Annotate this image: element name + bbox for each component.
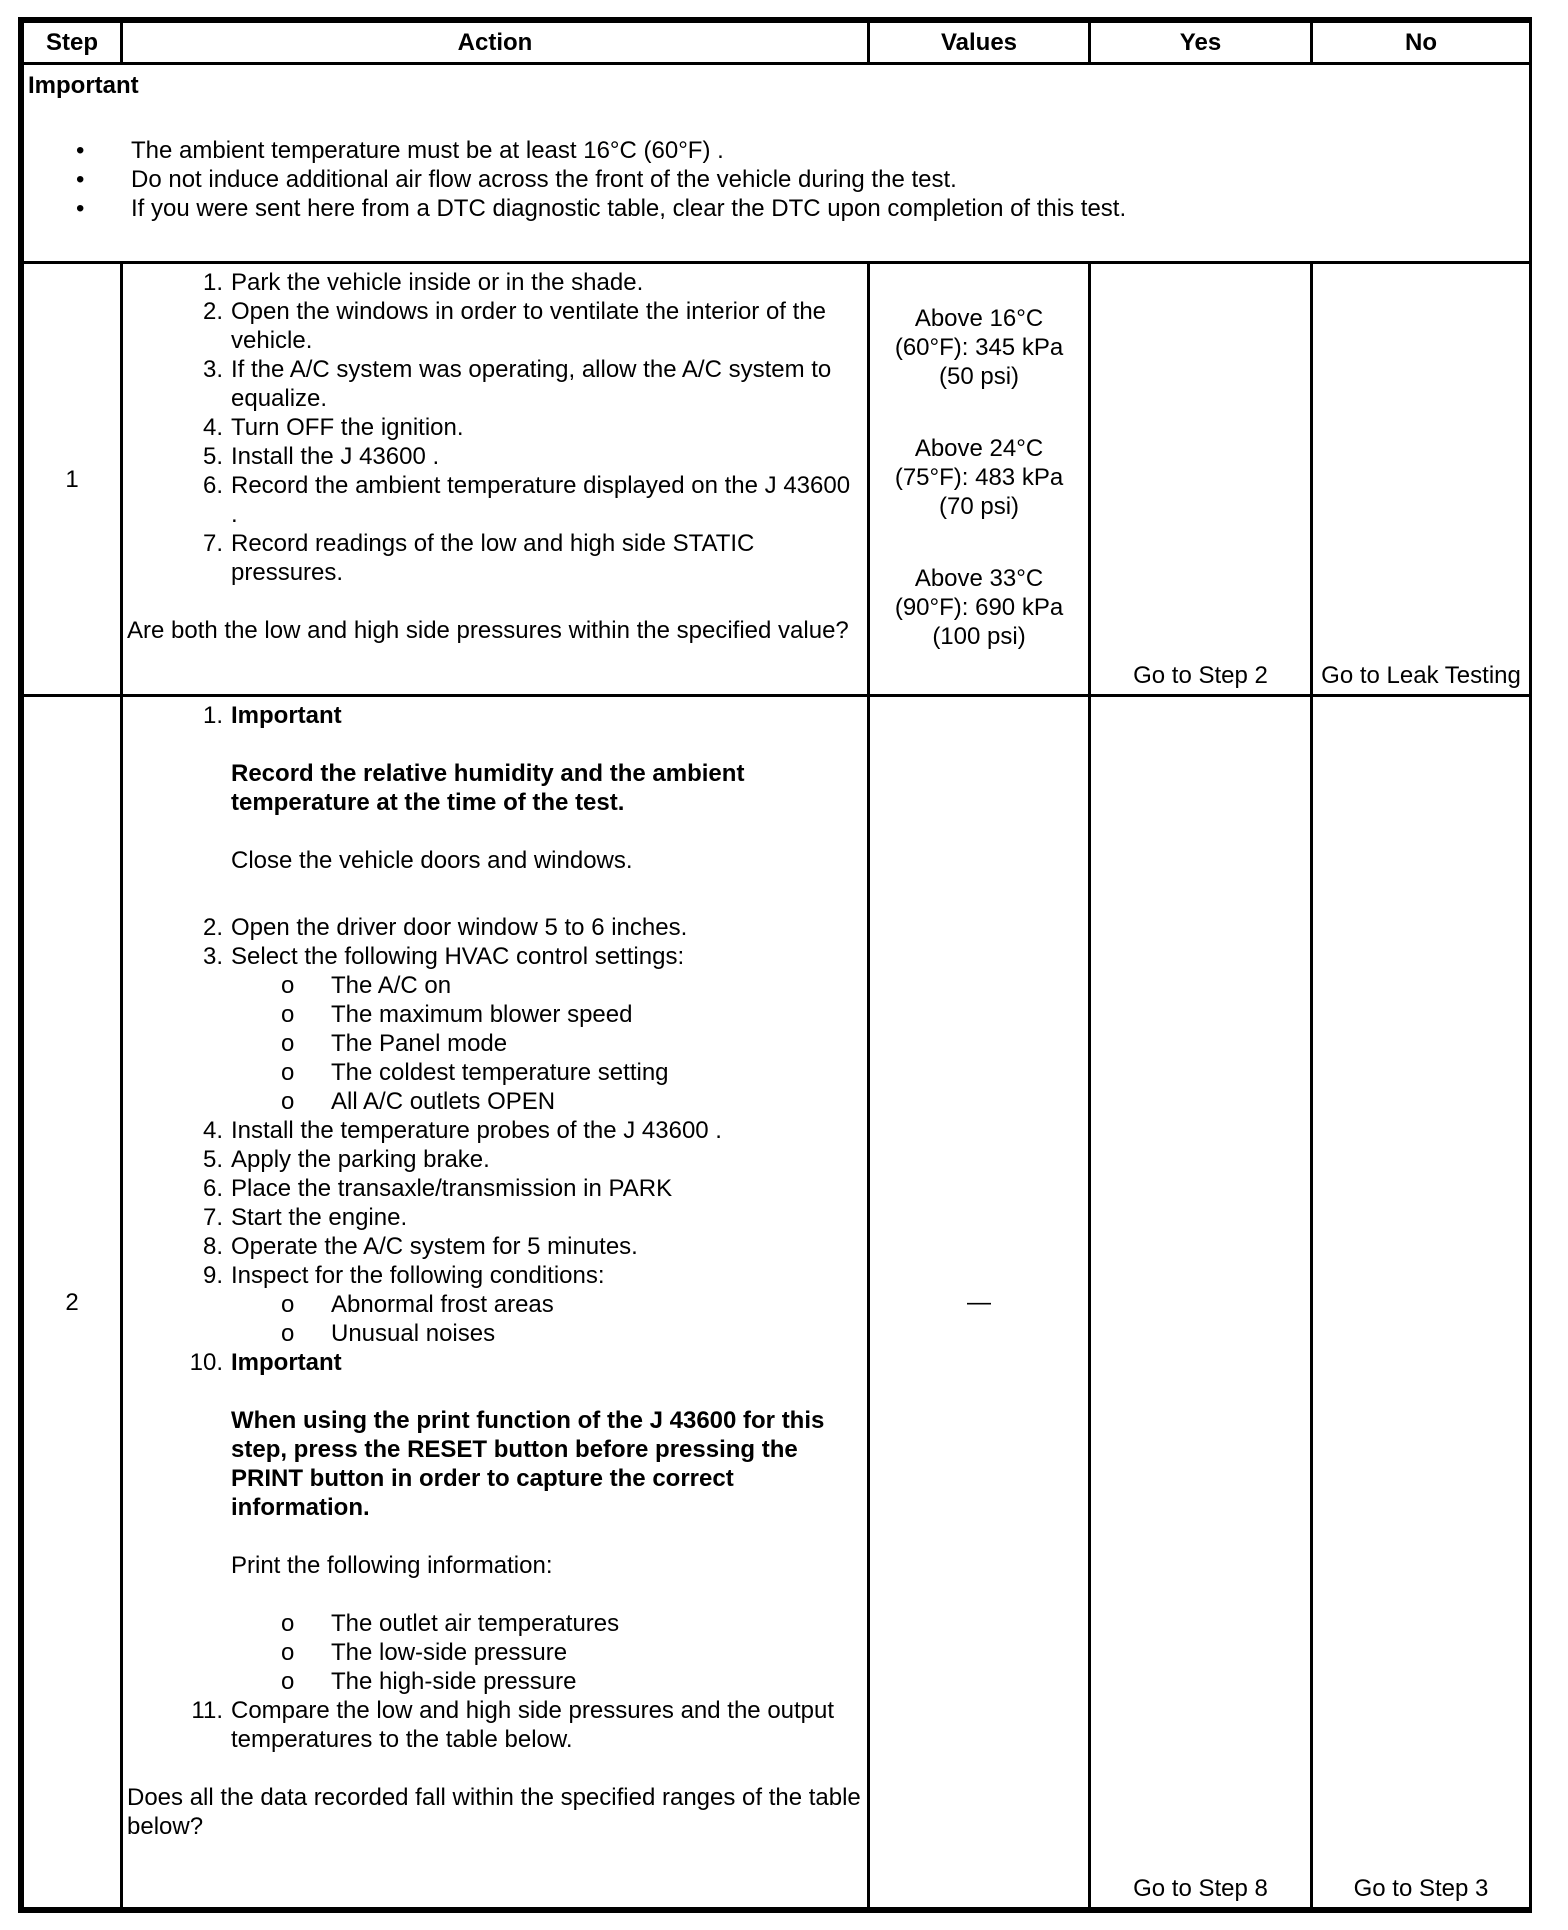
header-action: Action (122, 22, 869, 64)
item-text: Open the driver door window 5 to 6 inches. (231, 914, 688, 941)
bullet-text: If you were sent here from a DTC diagnostic table, clear the DTC upon completion of this test. (131, 195, 1127, 222)
step-1-row (23, 263, 1531, 696)
item-text: Start the engine. (231, 1204, 408, 1231)
value-item: Above 24°C (75°F): 483 kPa (70 psi) (894, 435, 1064, 520)
circle-bullet-icon: o (281, 1059, 295, 1086)
circle-bullet-icon: o (281, 1291, 295, 1318)
sub-item-text: Abnormal frost areas (331, 1291, 554, 1318)
step-2-yes: Go to Step 8 (1090, 696, 1312, 1909)
item-text: Select the following HVAC control settings: (231, 943, 685, 970)
important-row (23, 64, 1531, 263)
important-label: Important (231, 1349, 342, 1376)
sub-item-text: The high-side pressure (331, 1668, 577, 1695)
circle-bullet-icon: o (281, 972, 295, 999)
list-item (127, 1348, 861, 1696)
sub-item (231, 1000, 861, 1029)
list-item (127, 1261, 861, 1348)
step-2-no: Go to Step 3 (1312, 696, 1531, 1909)
list-item (127, 1116, 861, 1145)
step-1-yes: Go to Step 2 (1090, 263, 1312, 696)
list-item (127, 1145, 861, 1174)
list-item (127, 413, 861, 442)
step-1-number: 1 (23, 263, 122, 696)
step-2-number: 2 (23, 696, 122, 1909)
item-text: Operate the A/C system for 5 minutes. (231, 1233, 638, 1260)
hvac-settings-list (231, 971, 861, 1116)
list-item (127, 355, 861, 413)
list-item (127, 442, 861, 471)
bullet-icon: • (76, 195, 85, 222)
sub-item (127, 1667, 861, 1696)
bullet-icon: • (76, 166, 85, 193)
list-item (127, 529, 861, 587)
item-text: Open the windows in order to ventilate the interior of the vehicle. (231, 298, 827, 354)
item-text: Install the temperature probes of the J 43600 . (231, 1117, 722, 1144)
list-item (127, 297, 861, 355)
item-text: Print the following information: (231, 1552, 553, 1579)
item-number: 6. (202, 472, 223, 499)
item-number: 7. (202, 1204, 223, 1231)
value-item: Above 16°C (60°F): 345 kPa (50 psi) (894, 305, 1064, 390)
list-item (127, 913, 861, 942)
item-number: 10. (189, 1349, 223, 1376)
important-bullet (28, 194, 1525, 223)
item-text: Inspect for the following conditions: (231, 1262, 605, 1289)
item-text: Record readings of the low and high side STATIC pressures. (231, 530, 755, 586)
item-number: 5. (202, 1146, 223, 1173)
circle-bullet-icon: o (281, 1610, 295, 1637)
item-number: 4. (202, 1117, 223, 1144)
item-text: Install the J 43600 . (231, 443, 440, 470)
item-text: Turn OFF the ignition. (231, 414, 464, 441)
important-bullets (28, 136, 1525, 223)
step-2-value: — (869, 696, 1090, 1909)
item-number: 1. (202, 269, 223, 296)
step-2-row (23, 696, 1531, 1909)
step-2-question: Does all the data recorded fall within the specified ranges of the table below? (127, 1784, 861, 1840)
sub-item-text: The Panel mode (331, 1030, 508, 1057)
list-item (127, 1232, 861, 1261)
item-number: 9. (202, 1262, 223, 1289)
bullet-text: Do not induce additional air flow across the front of the vehicle during the test. (131, 166, 957, 193)
header-values: Values (869, 22, 1090, 64)
item-number: 8. (202, 1233, 223, 1260)
important-label: Important (231, 702, 342, 729)
sub-item-text: Unusual noises (331, 1320, 496, 1347)
list-item (127, 1696, 861, 1754)
step-1-values (869, 263, 1090, 696)
list-item (127, 268, 861, 297)
conditions-list (231, 1290, 861, 1348)
sub-item-text: The maximum blower speed (331, 1001, 633, 1028)
sub-item (231, 971, 861, 1000)
important-notice (23, 64, 1531, 263)
list-item (127, 471, 861, 529)
diagnostic-table-document (18, 17, 1532, 1913)
item-number: 2. (202, 914, 223, 941)
circle-bullet-icon: o (281, 1001, 295, 1028)
item-number: 4. (202, 414, 223, 441)
item-number: 2. (202, 298, 223, 325)
step-2-action (122, 696, 869, 1909)
sub-item-text: The outlet air temperatures (331, 1610, 620, 1637)
header-step: Step (23, 22, 122, 64)
sub-item-text: The low-side pressure (331, 1639, 568, 1666)
important-text: When using the print function of the J 43600 for this step, press the RESET button before pressing the PRINT button in order to capture the correct information. (231, 1407, 825, 1521)
sub-item (231, 1290, 861, 1319)
item-text: Compare the low and high side pressures and the output temperatures to the table below. (231, 1697, 835, 1753)
item-number: 5. (202, 443, 223, 470)
item-text: Park the vehicle inside or in the shade. (231, 269, 644, 296)
circle-bullet-icon: o (281, 1088, 295, 1115)
print-items-list (127, 1609, 861, 1696)
sub-item (127, 1609, 861, 1638)
item-text: If the A/C system was operating, allow the A/C system to equalize. (231, 356, 832, 412)
important-bullet (28, 136, 1525, 165)
step-1-list (127, 268, 861, 587)
item-number: 1. (202, 702, 223, 729)
sub-item-text: The A/C on (331, 972, 452, 999)
item-text: Record the ambient temperature displayed on the J 43600 . (231, 472, 851, 528)
list-item (127, 942, 861, 1116)
item-text: Close the vehicle doors and windows. (231, 847, 633, 874)
list-item (127, 1174, 861, 1203)
sub-item (231, 1087, 861, 1116)
list-item (127, 1203, 861, 1232)
item-text: Apply the parking brake. (231, 1146, 490, 1173)
item-number: 3. (202, 356, 223, 383)
step-1-no: Go to Leak Testing (1312, 263, 1531, 696)
list-item (127, 701, 861, 875)
circle-bullet-icon: o (281, 1030, 295, 1057)
circle-bullet-icon: o (281, 1668, 295, 1695)
step-1-question: Are both the low and high side pressures within the specified value? (127, 617, 849, 644)
sub-item-text: The coldest temperature setting (331, 1059, 669, 1086)
header-row (23, 22, 1531, 64)
item-number: 11. (191, 1697, 223, 1724)
step-2-list (127, 701, 861, 1754)
item-number: 7. (202, 530, 223, 557)
important-text: Record the relative humidity and the ambient temperature at the time of the test. (231, 760, 745, 816)
circle-bullet-icon: o (281, 1320, 295, 1347)
sub-item (127, 1638, 861, 1667)
item-number: 6. (202, 1175, 223, 1202)
sub-item-text: All A/C outlets OPEN (331, 1088, 556, 1115)
header-no: No (1312, 22, 1531, 64)
value-item: Above 33°C (90°F): 690 kPa (100 psi) (894, 565, 1064, 650)
important-bullet (28, 165, 1525, 194)
step-1-action (122, 263, 869, 696)
bullet-icon: • (76, 137, 85, 164)
sub-item (231, 1319, 861, 1348)
diagnostic-table (21, 20, 1532, 1910)
item-number: 3. (202, 943, 223, 970)
circle-bullet-icon: o (281, 1639, 295, 1666)
sub-item (231, 1058, 861, 1087)
important-title: Important (28, 72, 139, 99)
bullet-text: The ambient temperature must be at least 16°C (60°F) . (131, 137, 724, 164)
header-yes: Yes (1090, 22, 1312, 64)
sub-item (231, 1029, 861, 1058)
item-text: Place the transaxle/transmission in PARK (231, 1175, 673, 1202)
